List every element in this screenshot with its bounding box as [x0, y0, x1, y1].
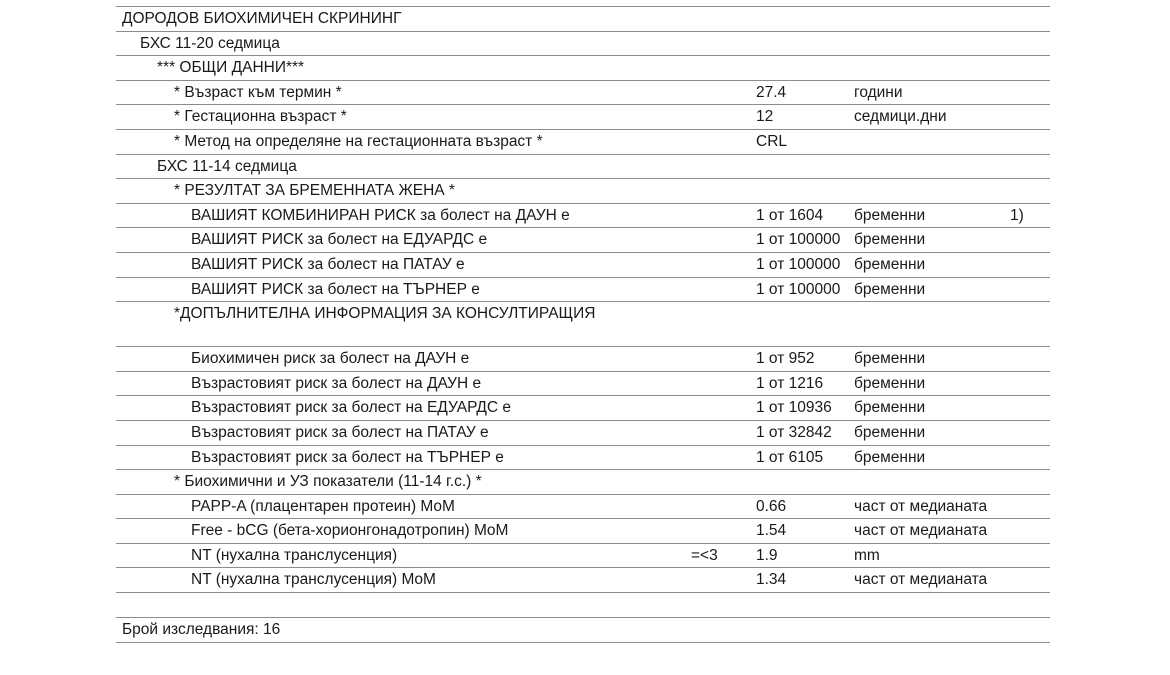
general-header-row [116, 56, 1050, 81]
markers-header-row [116, 470, 1050, 495]
extra-row-age-turner [116, 446, 1050, 471]
result-header-row [116, 179, 1050, 204]
marker-unit: част от медианата [854, 497, 988, 515]
general-row-gestational-age [116, 105, 1050, 130]
spacer-row [116, 593, 1050, 618]
marker-row-pappa [116, 495, 1050, 520]
result-label: ВАШИЯТ КОМБИНИРАН РИСК за болест на ДАУН е [191, 206, 570, 224]
general-row-method [116, 130, 1050, 155]
extra-header: *ДОПЪЛНИТЕЛНА ИНФОРМАЦИЯ ЗА КОНСУЛТИРАЩИЯ [174, 305, 596, 323]
extra-unit: бременни [854, 399, 926, 417]
general-row-age [116, 81, 1050, 106]
section-title: БХС 11-20 седмица [140, 34, 280, 52]
result-value: 1 от 100000 [756, 255, 841, 273]
marker-value: 1.34 [756, 571, 787, 589]
report-title: ДОРОДОВ БИОХИМИЧЕН СКРИНИНГ [122, 10, 402, 27]
footnote-marker: 1) [1010, 206, 1024, 224]
extra-label: Възрастовият риск за болест на ЕДУАРДС е [191, 399, 512, 417]
general-label: * Възраст към термин * [174, 83, 342, 101]
result-unit: бременни [854, 231, 926, 249]
extra-unit: бременни [854, 423, 926, 441]
subsection-row [116, 155, 1050, 180]
marker-reference: =<3 [691, 546, 718, 564]
extra-value: 1 от 1216 [756, 374, 824, 392]
result-unit: бременни [854, 255, 926, 273]
extra-value: 1 от 32842 [756, 423, 832, 441]
marker-unit: част от медианата [854, 522, 988, 540]
general-value: CRL [756, 132, 788, 150]
screening-report [116, 6, 1050, 643]
marker-label: NT (нухална транслусенция) [191, 546, 398, 564]
result-label: ВАШИЯТ РИСК за болест на ЕДУАРДС е [191, 231, 488, 249]
result-unit: бременни [854, 206, 926, 224]
result-unit: бременни [854, 280, 926, 298]
extra-row-biochemical-down [116, 347, 1050, 372]
result-header: * РЕЗУЛТАТ ЗА БРЕМЕННАТА ЖЕНА * [174, 182, 455, 200]
result-row-edwards [116, 228, 1050, 253]
general-unit: години [854, 83, 903, 101]
result-row-down [116, 204, 1050, 229]
result-label: ВАШИЯТ РИСК за болест на ПАТАУ е [191, 255, 465, 273]
marker-label: Free - bCG (бета-хорионгонадотропин) MoM [191, 522, 509, 540]
marker-value: 1.54 [756, 522, 787, 540]
general-header: *** ОБЩИ ДАННИ*** [157, 59, 305, 77]
marker-label: PAPP-A (плацентарен протеин) MoM [191, 497, 455, 515]
extra-unit: бременни [854, 374, 926, 392]
general-unit: седмици.дни [854, 108, 947, 126]
marker-label: NT (нухална транслусенция) MoM [191, 571, 436, 589]
marker-value: 0.66 [756, 497, 787, 515]
result-value: 1 от 100000 [756, 280, 841, 298]
general-value: 12 [756, 108, 774, 126]
marker-row-nt [116, 544, 1050, 569]
result-row-turner [116, 278, 1050, 303]
extra-label: Възрастовият риск за болест на ДАУН е [191, 374, 482, 392]
general-label: * Гестационна възраст * [174, 108, 347, 126]
extra-header-row [116, 302, 1050, 347]
extra-label: Биохимичен риск за болест на ДАУН е [191, 350, 470, 368]
markers-header: * Биохимични и УЗ показатели (11-14 г.с.) * [174, 473, 482, 491]
section-row [116, 32, 1050, 57]
marker-row-free-bhcg [116, 519, 1050, 544]
report-title-row [116, 7, 1050, 32]
extra-unit: бременни [854, 350, 926, 368]
result-label: ВАШИЯТ РИСК за болест на ТЪРНЕР е [191, 280, 480, 298]
extra-row-age-edwards [116, 396, 1050, 421]
test-count: Брой изследвания: 16 [122, 621, 281, 639]
extra-value: 1 от 952 [756, 350, 815, 368]
marker-unit: част от медианата [854, 571, 988, 589]
result-value: 1 от 1604 [756, 206, 824, 224]
extra-label: Възрастовият риск за болест на ТЪРНЕР е [191, 448, 504, 466]
extra-value: 1 от 10936 [756, 399, 832, 417]
marker-unit: mm [854, 546, 880, 564]
extra-value: 1 от 6105 [756, 448, 824, 466]
extra-label: Възрастовият риск за болест на ПАТАУ е [191, 423, 489, 441]
general-value: 27.4 [756, 83, 787, 101]
marker-value: 1.9 [756, 546, 778, 564]
extra-unit: бременни [854, 448, 926, 466]
result-value: 1 от 100000 [756, 231, 841, 249]
extra-row-age-down [116, 372, 1050, 397]
subsection-title: БХС 11-14 седмица [157, 157, 297, 175]
general-label: * Метод на определяне на гестационната възраст * [174, 132, 543, 150]
footer-row [116, 618, 1050, 643]
result-row-patau [116, 253, 1050, 278]
extra-row-age-patau [116, 421, 1050, 446]
marker-row-nt-mom [116, 568, 1050, 593]
